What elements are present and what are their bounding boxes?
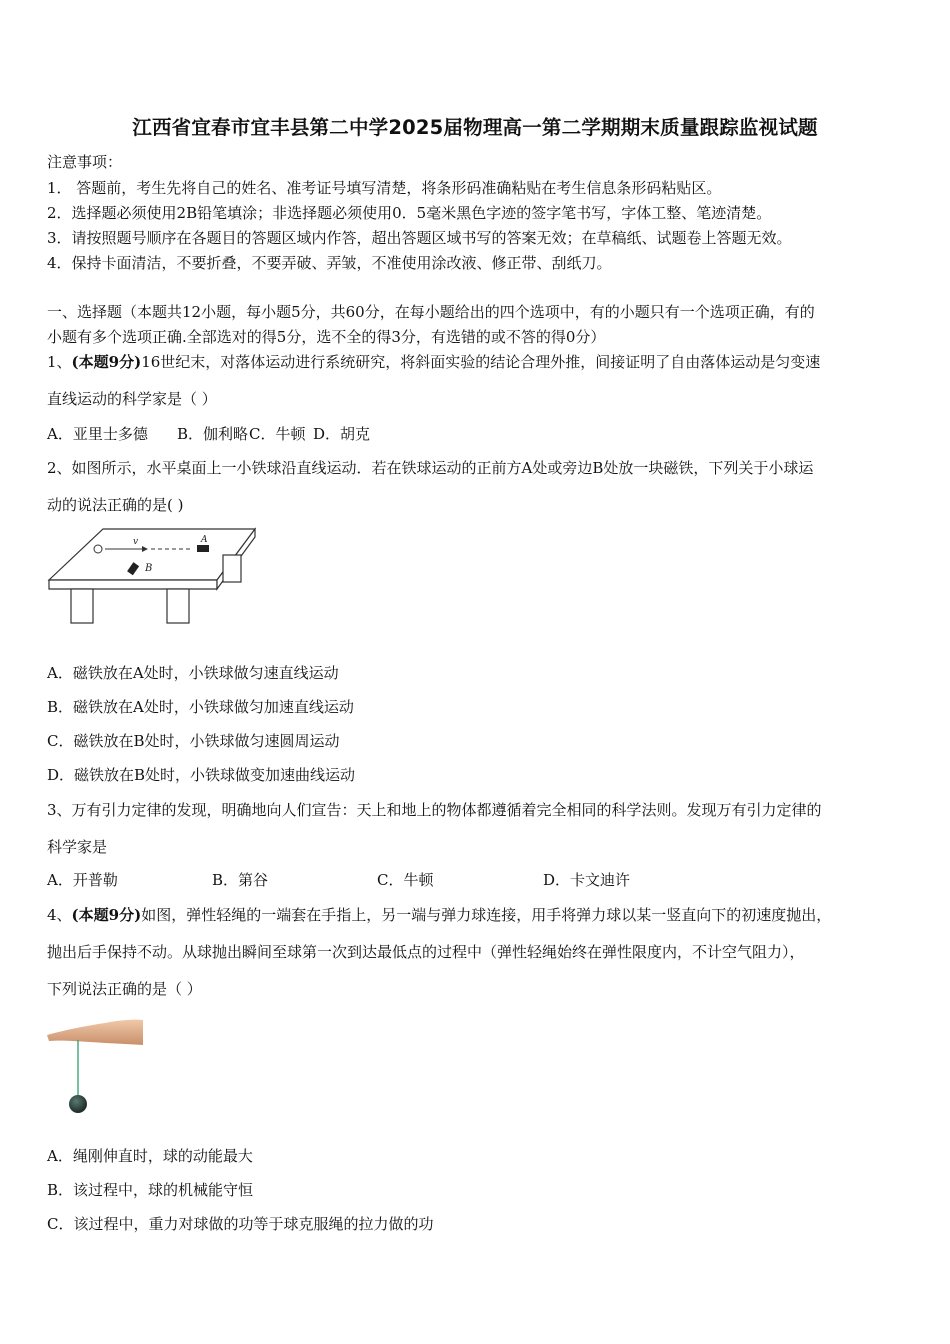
table-leg-front-right — [167, 589, 189, 623]
q2-line-1: 2、如图所示，水平桌面上一小铁球沿直线运动．若在铁球运动的正前方A处或旁边B处放一块磁铁，下列关于小球运 — [47, 459, 814, 477]
q4-score: (本题9分) — [71, 906, 142, 924]
q4-prefix: 4、 — [47, 906, 72, 924]
q1-options — [47, 424, 370, 444]
label-a: A — [201, 535, 208, 545]
table-leg-front-left — [71, 589, 93, 623]
iron-ball — [94, 545, 102, 553]
notice-heading: 注意事项： — [47, 153, 123, 171]
q1-option-b: B．伽利略 — [177, 425, 249, 443]
section-heading-line-1: 一、选择题（本题共12小题，每小题5分，共60分，在每小题给出的四个选项中，有的小题只有一个选项正确，有的 — [47, 303, 815, 321]
q2-option-b: B．磁铁放在A处时，小铁球做匀加速直线运动 — [47, 698, 354, 716]
q4-option-c: C．该过程中，重力对球做的功等于球克服绳的拉力做的功 — [47, 1215, 434, 1233]
hand — [47, 1020, 143, 1045]
q3-line-2: 科学家是 — [47, 838, 108, 856]
q4-line-3: 下列说法正确的是（ ） — [47, 980, 202, 998]
bounce-ball — [69, 1095, 87, 1113]
q2-option-a: A．磁铁放在A处时，小铁球做匀速直线运动 — [47, 664, 339, 682]
label-b: B — [145, 563, 153, 574]
notice-item-2: 2．选择题必须使用2B铅笔填涂；非选择题必须使用0．5毫米黑色字迹的签字笔书写，字体工整、笔迹清楚。 — [47, 204, 772, 222]
q2-line-2: 动的说法正确的是( ) — [47, 496, 184, 514]
q3-option-b: B．第谷 — [212, 871, 269, 889]
magnet-a — [197, 545, 209, 552]
notice-item-3: 3．请按照题号顺序在各题目的答题区域内作答，超出答题区域书写的答案无效；在草稿纸、试题卷上答题无效。 — [47, 229, 792, 247]
q4-option-b: B．该过程中，球的机械能守恒 — [47, 1181, 254, 1199]
q2-option-c: C．磁铁放在B处时，小铁球做匀速圆周运动 — [47, 732, 340, 750]
q3-option-d: D．卡文迪许 — [543, 871, 631, 889]
q3-option-c: C．牛顿 — [377, 871, 434, 889]
q3-option-a: A．开普勒 — [47, 871, 118, 889]
q1-line-2: 直线运动的科学家是（ ） — [47, 390, 217, 408]
notice-item-4: 4．保持卡面清洁，不要折叠，不要弄破、弄皱，不准使用涂改液、修正带、刮纸刀。 — [47, 254, 612, 272]
q4-line-1 — [47, 905, 831, 925]
q1-prefix: 1、 — [47, 353, 72, 371]
q4-text: 如图，弹性轻绳的一端套在手指上，另一端与弹力球连接，用手将弹力球以某一竖直向下的初速度抛出， — [141, 906, 832, 924]
q1-option-c: C．牛顿 — [249, 425, 306, 443]
hand-ball-figure — [45, 1015, 145, 1120]
q4-option-a: A．绳刚伸直时，球的动能最大 — [47, 1147, 253, 1165]
q3-options — [47, 870, 630, 890]
table-front-edge — [49, 580, 217, 589]
page-title: 江西省宜春市宜丰县第二中学2025届物理高一第二学期期末质量跟踪监视试题 — [132, 116, 818, 139]
q4-line-2: 抛出后手保持不动。从球抛出瞬间至球第一次到达最低点的过程中（弹性轻绳始终在弹性限度内，不计空气阻力）， — [47, 943, 805, 961]
q1-text: 16世纪末，对落体运动进行系统研究，将斜面实验的结论合理外推，间接证明了自由落体运动是匀变速 — [141, 353, 821, 371]
section-heading-line-2: 小题有多个选项正确.全部选对的得5分，选不全的得3分，有选错的或不答的得0分） — [47, 328, 606, 346]
table-figure — [45, 525, 260, 630]
q1-line-1 — [47, 352, 820, 372]
table-leg-back-right — [223, 555, 241, 582]
label-v: v — [133, 537, 139, 547]
q1-option-a: A．亚里士多德 — [47, 425, 148, 443]
q1-option-d: D．胡克 — [313, 425, 371, 443]
q3-line-1: 3、万有引力定律的发现，明确地向人们宣告：天上和地上的物体都遵循着完全相同的科学法则。发现万有引力定律的 — [47, 801, 822, 819]
q2-option-d: D．磁铁放在B处时，小铁球做变加速曲线运动 — [47, 766, 356, 784]
q1-score: (本题9分) — [71, 353, 142, 371]
notice-item-1: 1． 答题前，考生先将自己的姓名、准考证号填写清楚，将条形码准确粘贴在考生信息条形码粘贴区。 — [47, 179, 722, 197]
